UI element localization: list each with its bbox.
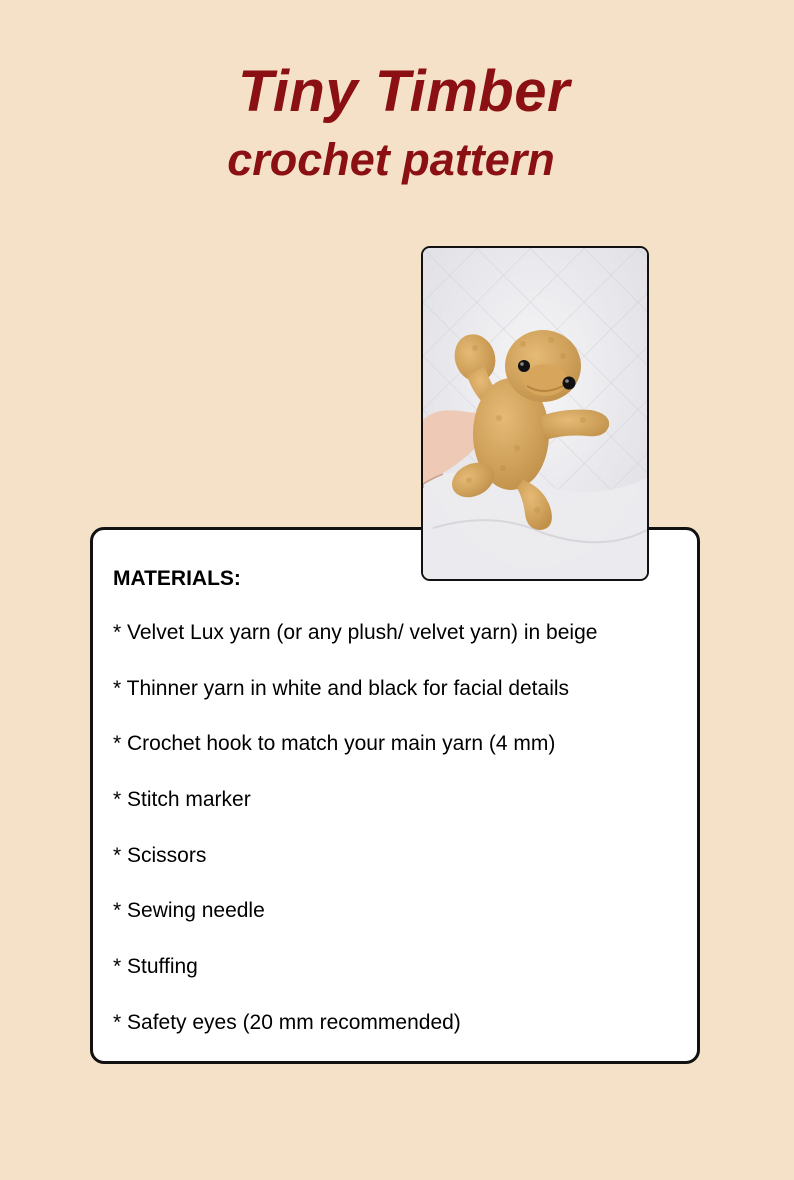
materials-card (90, 527, 700, 1064)
pattern-title: Tiny Timber (237, 59, 571, 124)
materials-heading: MATERIALS: (113, 567, 241, 590)
materials-item: * Sewing needle (113, 899, 265, 923)
materials-item: * Velvet Lux yarn (or any plush/ velvet yarn) in beige (113, 621, 598, 644)
pattern-subtitle: crochet pattern (227, 134, 555, 185)
materials-item: * Crochet hook to match your main yarn (4 mm) (113, 732, 556, 756)
materials-item: * Safety eyes (20 mm recommended) (113, 1010, 461, 1034)
materials-item: * Stuffing (113, 955, 198, 979)
materials-list (113, 621, 597, 1067)
materials-item: * Thinner yarn in white and black for facial details (113, 676, 570, 700)
materials-item: * Scissors (113, 843, 207, 867)
crochet-toy-illustration (423, 248, 647, 579)
materials-item: * Stitch marker (113, 788, 251, 812)
crochet-toy-photo (421, 246, 649, 581)
